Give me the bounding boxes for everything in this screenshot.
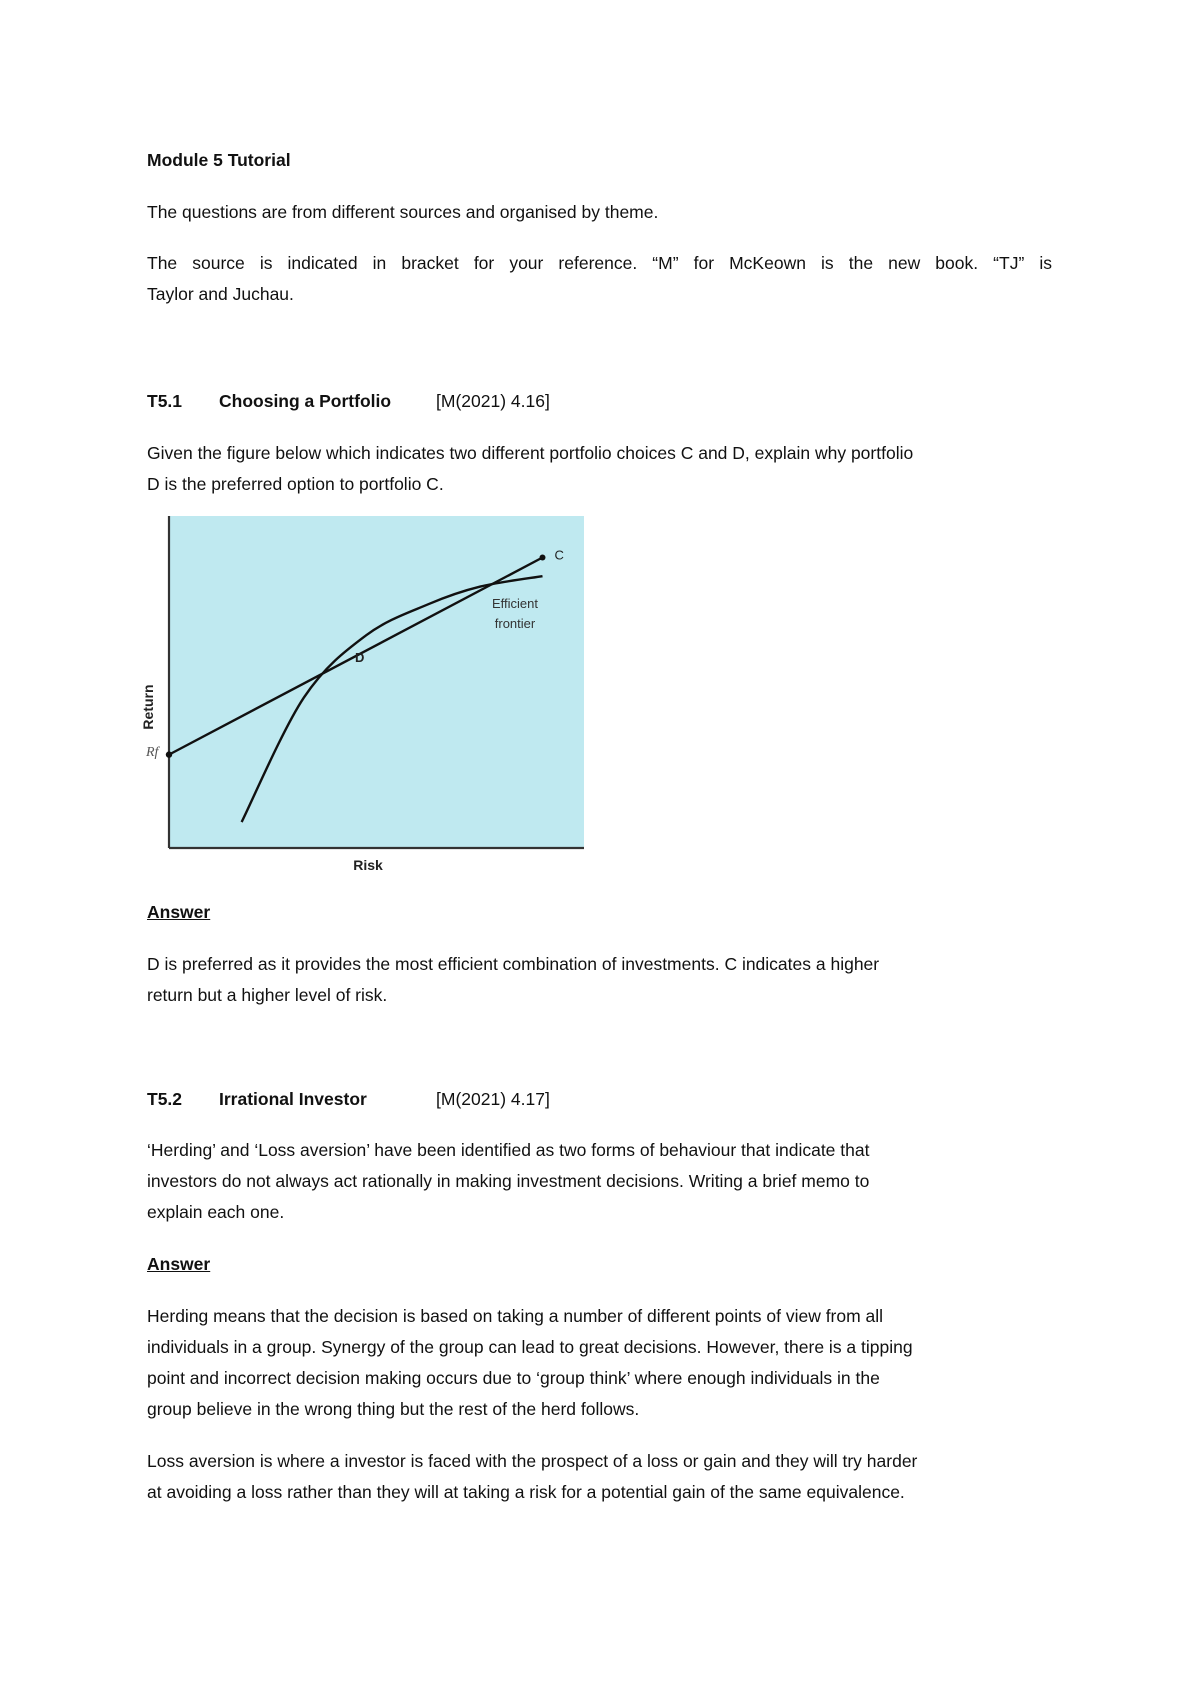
question-topic: Irrational Investor <box>219 1089 367 1109</box>
frontier-label-line-1: Efficient <box>491 596 539 611</box>
question-source: [M(2021) 4.17] <box>436 1089 550 1109</box>
question-heading-t5-1 <box>147 389 1052 413</box>
ylabel: Return <box>141 684 156 730</box>
answer-paragraph-2-a: Loss aversion is where a investor is faced with the prospect of a loss or gain and they will try harder <box>147 1451 918 1471</box>
question-text-c: explain each one. <box>147 1202 285 1222</box>
portfolio-figure <box>141 512 601 887</box>
answer-label: Answer <box>147 1254 211 1274</box>
intro-line-2a: The source is indicated in bracket for your reference. “M” for McKeown is the new book. “TJ” is <box>147 253 1052 273</box>
answer-paragraph-1-c: point and incorrect decision making occurs due to ‘group think’ where enough individuals in the <box>147 1368 880 1388</box>
plot-area <box>169 516 584 848</box>
rf-label: Rf <box>146 745 159 760</box>
xlabel: Risk <box>353 857 383 873</box>
intro-line-2b: Taylor and Juchau. <box>147 284 294 304</box>
answer-label: Answer <box>147 902 211 922</box>
question-text-a: Given the figure below which indicates two different portfolio choices C and D, explain why portfolio <box>147 443 914 463</box>
question-source: [M(2021) 4.16] <box>436 391 550 411</box>
question-text-a: ‘Herding’ and ‘Loss aversion’ have been identified as two forms of behaviour that indicate that <box>147 1140 870 1160</box>
efficient-frontier-chart <box>141 512 601 887</box>
question-text-b: D is the preferred option to portfolio C. <box>147 474 444 494</box>
question-number: T5.2 <box>147 1089 183 1109</box>
document-title: Module 5 Tutorial <box>147 150 291 170</box>
rf-point <box>166 751 172 757</box>
answer-text-a: D is preferred as it provides the most efficient combination of investments. C indicates a higher <box>147 954 880 974</box>
answer-paragraph-1-d: group believe in the wrong thing but the rest of the herd follows. <box>147 1399 640 1419</box>
intro-line-1: The questions are from different sources and organised by theme. <box>147 202 659 222</box>
frontier-label-line-2: frontier <box>494 616 536 631</box>
question-topic: Choosing a Portfolio <box>219 391 392 411</box>
point-d-label: D <box>354 650 365 666</box>
question-text-b: investors do not always act rationally in making investment decisions. Writing a brief memo to <box>147 1171 870 1191</box>
question-number: T5.1 <box>147 391 183 411</box>
answer-paragraph-2-b: at avoiding a loss rather than they will at taking a risk for a potential gain of the same equivalence. <box>147 1482 905 1502</box>
question-heading-t5-2 <box>147 1087 1052 1111</box>
answer-text-b: return but a higher level of risk. <box>147 985 388 1005</box>
point-c-label: C <box>554 547 564 563</box>
answer-paragraph-1-b: individuals in a group. Synergy of the group can lead to great decisions. However, there is a tipping <box>147 1337 913 1357</box>
answer-paragraph-1-a: Herding means that the decision is based on taking a number of different points of view from all <box>147 1306 884 1326</box>
point-c-marker <box>540 555 546 561</box>
